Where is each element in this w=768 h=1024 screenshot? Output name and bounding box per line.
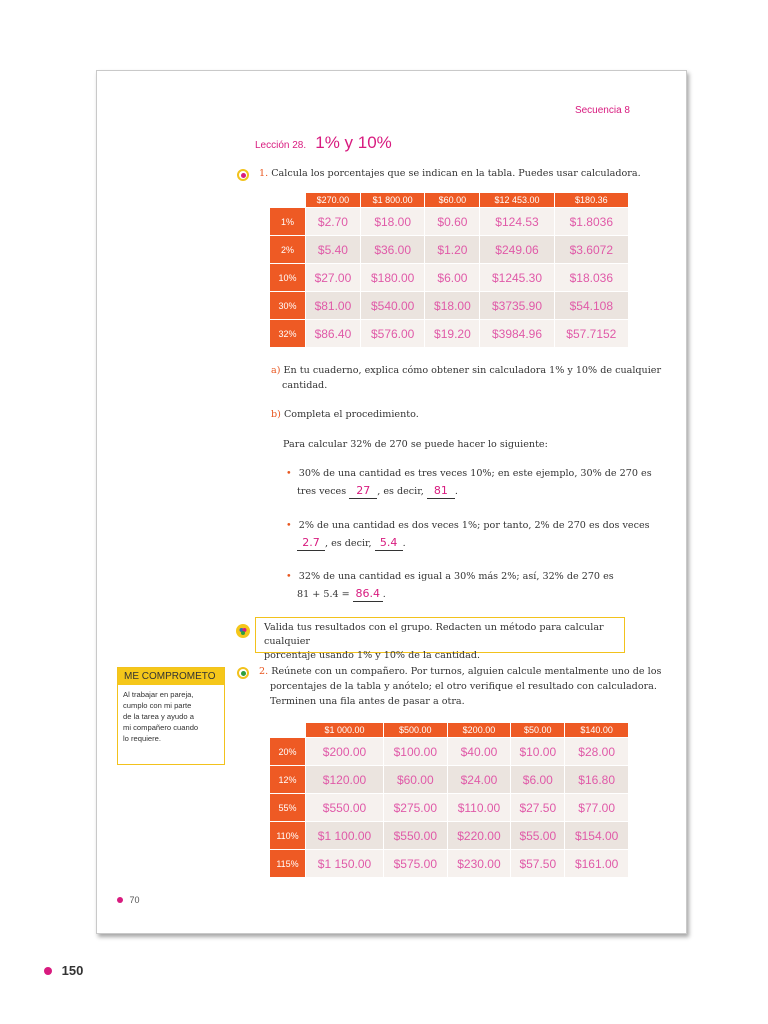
lesson-heading [255,133,392,153]
table-cell[interactable]: $230.00 [447,850,511,878]
table-row [270,850,629,878]
table-cell[interactable]: $28.00 [565,738,629,766]
activity-target-icon [237,169,249,181]
table-cell[interactable]: $124.53 [480,208,554,236]
table-cell[interactable]: $3984.96 [480,320,554,348]
table-cell[interactable]: $81.00 [306,292,361,320]
bullet-icon: • [286,520,292,531]
table-row [270,766,629,794]
part-b-text: Completa el procedimiento. [283,409,419,420]
table-row [270,264,629,292]
q1-text: Calcula los porcentajes que se indican en la tabla. Puedes usar calculadora. [271,168,641,179]
table-cell[interactable]: $18.00 [425,292,480,320]
q2-number: 2. [259,666,269,677]
column-header: $50.00 [511,723,565,738]
column-header: $12 453.00 [480,193,554,208]
bullet2-answer-2[interactable]: 5.4 [375,535,403,551]
percent-table-2 [269,722,629,878]
commitment-line: lo requiere. [123,734,161,743]
row-header: 30% [270,292,306,320]
table-cell[interactable]: $18.036 [554,264,628,292]
table-cell[interactable]: $275.00 [383,794,447,822]
table-cell[interactable]: $86.40 [306,320,361,348]
table-cell[interactable]: $161.00 [565,850,629,878]
row-header: 32% [270,320,306,348]
q2-instruction [259,664,661,709]
table-cell[interactable]: $3735.90 [480,292,554,320]
table-cell[interactable]: $6.00 [425,264,480,292]
column-header: $270.00 [306,193,361,208]
commitment-title: ME COMPROMETO [118,668,224,685]
table-cell[interactable]: $36.00 [360,236,425,264]
table-row [270,822,629,850]
validation-line2: porcentaje usando 1% y 10% de la cantidad. [264,650,481,661]
bullet3-line1: 32% de una cantidad es igual a 30% más 2%; así, 32% de 270 es [298,571,614,582]
table-cell[interactable]: $54.108 [554,292,628,320]
page-dot-icon [44,967,52,975]
row-header: 110% [270,822,306,850]
row-header: 20% [270,738,306,766]
table-cell[interactable]: $5.40 [306,236,361,264]
q2-line1: Reúnete con un compañero. Por turnos, alguien calcule mentalmente uno de los [271,666,662,677]
commitment-box [117,667,225,765]
column-header: $60.00 [425,193,480,208]
table-cell[interactable]: $1 100.00 [306,822,384,850]
table-cell[interactable]: $550.00 [306,794,384,822]
row-header: 10% [270,264,306,292]
bullet-3 [286,569,614,606]
commitment-line: Al trabajar en pareja, [123,690,194,699]
bullet2-mid: , es decir, [325,538,372,549]
bullet1-end: . [454,486,458,497]
inner-page-number [117,895,140,905]
bullet1-pre: tres veces [297,486,347,497]
table-header-row [270,723,629,738]
validation-box [255,617,625,661]
table-cell[interactable]: $120.00 [306,766,384,794]
table-cell[interactable]: $16.80 [565,766,629,794]
row-header: 2% [270,236,306,264]
table-cell[interactable]: $1.8036 [554,208,628,236]
table-cell[interactable]: $1 150.00 [306,850,384,878]
corner-cell [270,723,306,738]
column-header: $500.00 [383,723,447,738]
inner-page-number-text: 70 [129,895,140,905]
bullet3-end: . [382,589,386,600]
table-cell[interactable]: $1.20 [425,236,480,264]
group-icon [236,624,250,638]
table-cell[interactable]: $2.70 [306,208,361,236]
q2-line2: porcentajes de la tabla y anótelo; el otro verifique el resultado con calculadora. [270,681,657,692]
outer-page-number-text: 150 [61,963,84,978]
validation-line1: Valida tus resultados con el grupo. Redacten un método para calcular cualquier [264,622,604,647]
page-dot-icon [117,897,123,903]
table-row [270,738,629,766]
part-b-letter: b) [271,409,281,420]
lesson-title: 1% y 10% [315,133,392,152]
table-row [270,320,629,348]
column-header: $1 800.00 [360,193,425,208]
commitment-line: mi compañero cuando [123,723,199,732]
bullet-2 [286,518,650,555]
table-row [270,208,629,236]
corner-cell [270,193,306,208]
table-row [270,292,629,320]
bullet3-answer[interactable]: 86.4 [353,586,383,602]
table-header-row [270,193,629,208]
table-cell[interactable]: $57.7152 [554,320,628,348]
book-page [96,70,687,934]
table-cell[interactable]: $18.00 [360,208,425,236]
row-header: 115% [270,850,306,878]
table-cell[interactable]: $0.60 [425,208,480,236]
table-cell[interactable]: $540.00 [360,292,425,320]
table-cell[interactable]: $1245.30 [480,264,554,292]
table-cell[interactable]: $110.00 [447,794,511,822]
table-cell[interactable]: $154.00 [565,822,629,850]
q1-number: 1. [259,168,269,179]
column-header: $180.36 [554,193,628,208]
bullet-1 [286,466,652,503]
column-header: $140.00 [565,723,629,738]
percent-table-1 [269,192,629,348]
table-row [270,236,629,264]
table-cell[interactable]: $57.50 [511,850,565,878]
q1-instruction [259,166,641,181]
column-header: $200.00 [447,723,511,738]
activity-target-icon-2 [237,667,249,679]
bullet2-answer-1[interactable]: 2.7 [297,535,325,551]
bullet1-line1: 30% de una cantidad es tres veces 10%; en este ejemplo, 30% de 270 es [298,468,652,479]
bullet3-pre: 81 + 5.4 = [297,589,350,600]
lesson-label: Lección 28. [255,140,307,151]
commitment-line: de la tarea y ayudo a [123,712,194,721]
table-cell[interactable]: $6.00 [511,766,565,794]
table-cell[interactable]: $220.00 [447,822,511,850]
q2-line3: Terminen una fila antes de pasar a otra. [270,696,465,707]
row-header: 55% [270,794,306,822]
procedure-intro: Para calcular 32% de 270 se puede hacer lo siguiente: [283,439,548,450]
table-cell[interactable]: $200.00 [306,738,384,766]
table-cell[interactable]: $24.00 [447,766,511,794]
table-cell[interactable]: $100.00 [383,738,447,766]
part-a-letter: a) [271,365,281,376]
outer-page-number [44,963,83,978]
row-header: 1% [270,208,306,236]
table-cell[interactable]: $249.06 [480,236,554,264]
bullet1-answer-2[interactable]: 81 [427,483,455,499]
column-header: $1 000.00 [306,723,384,738]
part-a-text-line2: cantidad. [282,380,328,391]
part-a-text-line1: En tu cuaderno, explica cómo obtener sin calculadora 1% y 10% de cualquier [283,365,662,376]
table-cell[interactable]: $10.00 [511,738,565,766]
part-a [271,363,661,393]
table-cell[interactable]: $19.20 [425,320,480,348]
table-cell[interactable]: $575.00 [383,850,447,878]
sequence-label: Secuencia 8 [574,105,630,116]
part-b [271,407,419,422]
bullet-icon: • [286,468,292,479]
bullet1-mid: , es decir, [377,486,424,497]
table-cell[interactable]: $27.50 [511,794,565,822]
table-cell[interactable]: $77.00 [565,794,629,822]
table-cell[interactable]: $60.00 [383,766,447,794]
commitment-line: cumplo con mi parte [123,701,192,710]
table-cell[interactable]: $55.00 [511,822,565,850]
row-header: 12% [270,766,306,794]
table-cell[interactable]: $40.00 [447,738,511,766]
bullet2-line1: 2% de una cantidad es dos veces 1%; por tanto, 2% de 270 es dos veces [298,520,650,531]
table-cell[interactable]: $180.00 [360,264,425,292]
table-cell[interactable]: $576.00 [360,320,425,348]
table-cell[interactable]: $27.00 [306,264,361,292]
bullet2-end: . [402,538,406,549]
table-cell[interactable]: $3.6072 [554,236,628,264]
table-row [270,794,629,822]
bullet-icon: • [286,571,292,582]
bullet1-answer-1[interactable]: 27 [349,483,377,499]
table-cell[interactable]: $550.00 [383,822,447,850]
commitment-text [118,685,224,748]
